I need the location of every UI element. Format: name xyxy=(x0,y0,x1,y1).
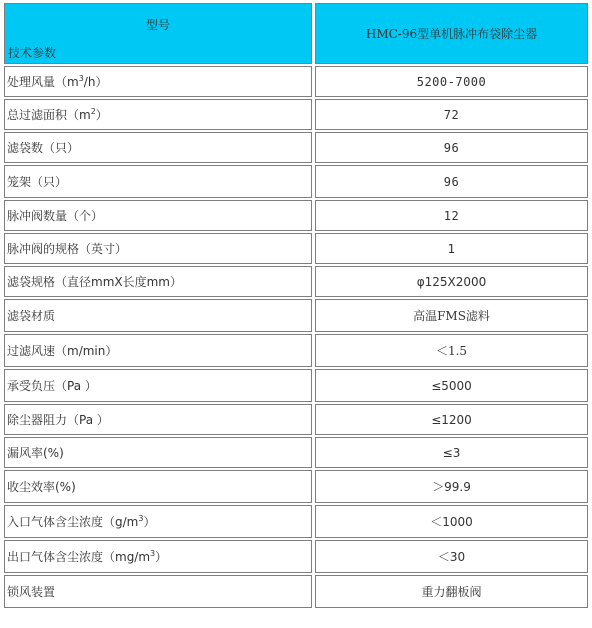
row-value: 1 xyxy=(315,233,588,264)
row-value: ≤1200 xyxy=(315,404,588,435)
table-row xyxy=(4,334,588,367)
row-value: ＜1.5 xyxy=(315,334,588,367)
row-label: 处理风量$(m^3/h)$ xyxy=(4,66,312,97)
row-label: 笼架（只） xyxy=(4,165,312,198)
table-row xyxy=(4,233,588,264)
table-row xyxy=(4,66,588,97)
spec-table xyxy=(1,1,591,610)
row-value: 96 xyxy=(315,165,588,198)
row-value: 重力翻板阀 xyxy=(315,575,588,608)
row-label: 除尘器阻力（Pa ） xyxy=(4,404,312,435)
row-value: 5200-7000 xyxy=(315,66,588,97)
model-value: HMC-96型单机脉冲布袋除尘器 xyxy=(315,3,588,64)
table-row xyxy=(4,99,588,130)
table-row xyxy=(4,369,588,402)
row-label: 收尘效率(%) xyxy=(4,470,312,503)
row-label: 承受负压（Pa ） xyxy=(4,369,312,402)
table-row xyxy=(4,505,588,538)
table-row xyxy=(4,132,588,163)
row-value: ＜30 xyxy=(315,540,588,573)
table-row xyxy=(4,266,588,297)
row-label: 滤袋材质 xyxy=(4,299,312,332)
row-value: 12 xyxy=(315,200,588,231)
row-value: φ125X2000 xyxy=(315,266,588,297)
row-value: 72 xyxy=(315,99,588,130)
table-header-row xyxy=(4,3,588,64)
row-value: 高温FMS滤料 xyxy=(315,299,588,332)
row-label: 滤袋规格（直径mmX长度mm） xyxy=(4,266,312,297)
row-label: 锁风装置 xyxy=(4,575,312,608)
table-row xyxy=(4,437,588,468)
row-label: 出口气体含尘浓度$(mg/m^3)$ xyxy=(4,540,312,573)
row-value: 96 xyxy=(315,132,588,163)
row-value: ＜1000 xyxy=(315,505,588,538)
row-label: 漏风率(%) xyxy=(4,437,312,468)
table-row xyxy=(4,404,588,435)
table-row xyxy=(4,470,588,503)
table-row xyxy=(4,299,588,332)
row-label: 总过滤面积$(m^2)$ xyxy=(4,99,312,130)
table-row xyxy=(4,200,588,231)
row-label: 过滤风速（m/min） xyxy=(4,334,312,367)
model-label: 型号 xyxy=(145,18,170,32)
table-row xyxy=(4,575,588,608)
row-label: 脉冲阀的规格（英寸） xyxy=(4,233,312,264)
row-value: ≤5000 xyxy=(315,369,588,402)
row-label: 滤袋数（只） xyxy=(4,132,312,163)
row-value: ＞99.9 xyxy=(315,470,588,503)
table-row xyxy=(4,540,588,573)
row-label: 脉冲阀数量（个） xyxy=(4,200,312,231)
row-label: 入口气体含尘浓度$(g/m^3)$ xyxy=(4,505,312,538)
header-label-cell xyxy=(4,3,312,64)
row-value: ≤3 xyxy=(315,437,588,468)
table-row xyxy=(4,165,588,198)
param-label: 技术参数 xyxy=(8,46,57,60)
